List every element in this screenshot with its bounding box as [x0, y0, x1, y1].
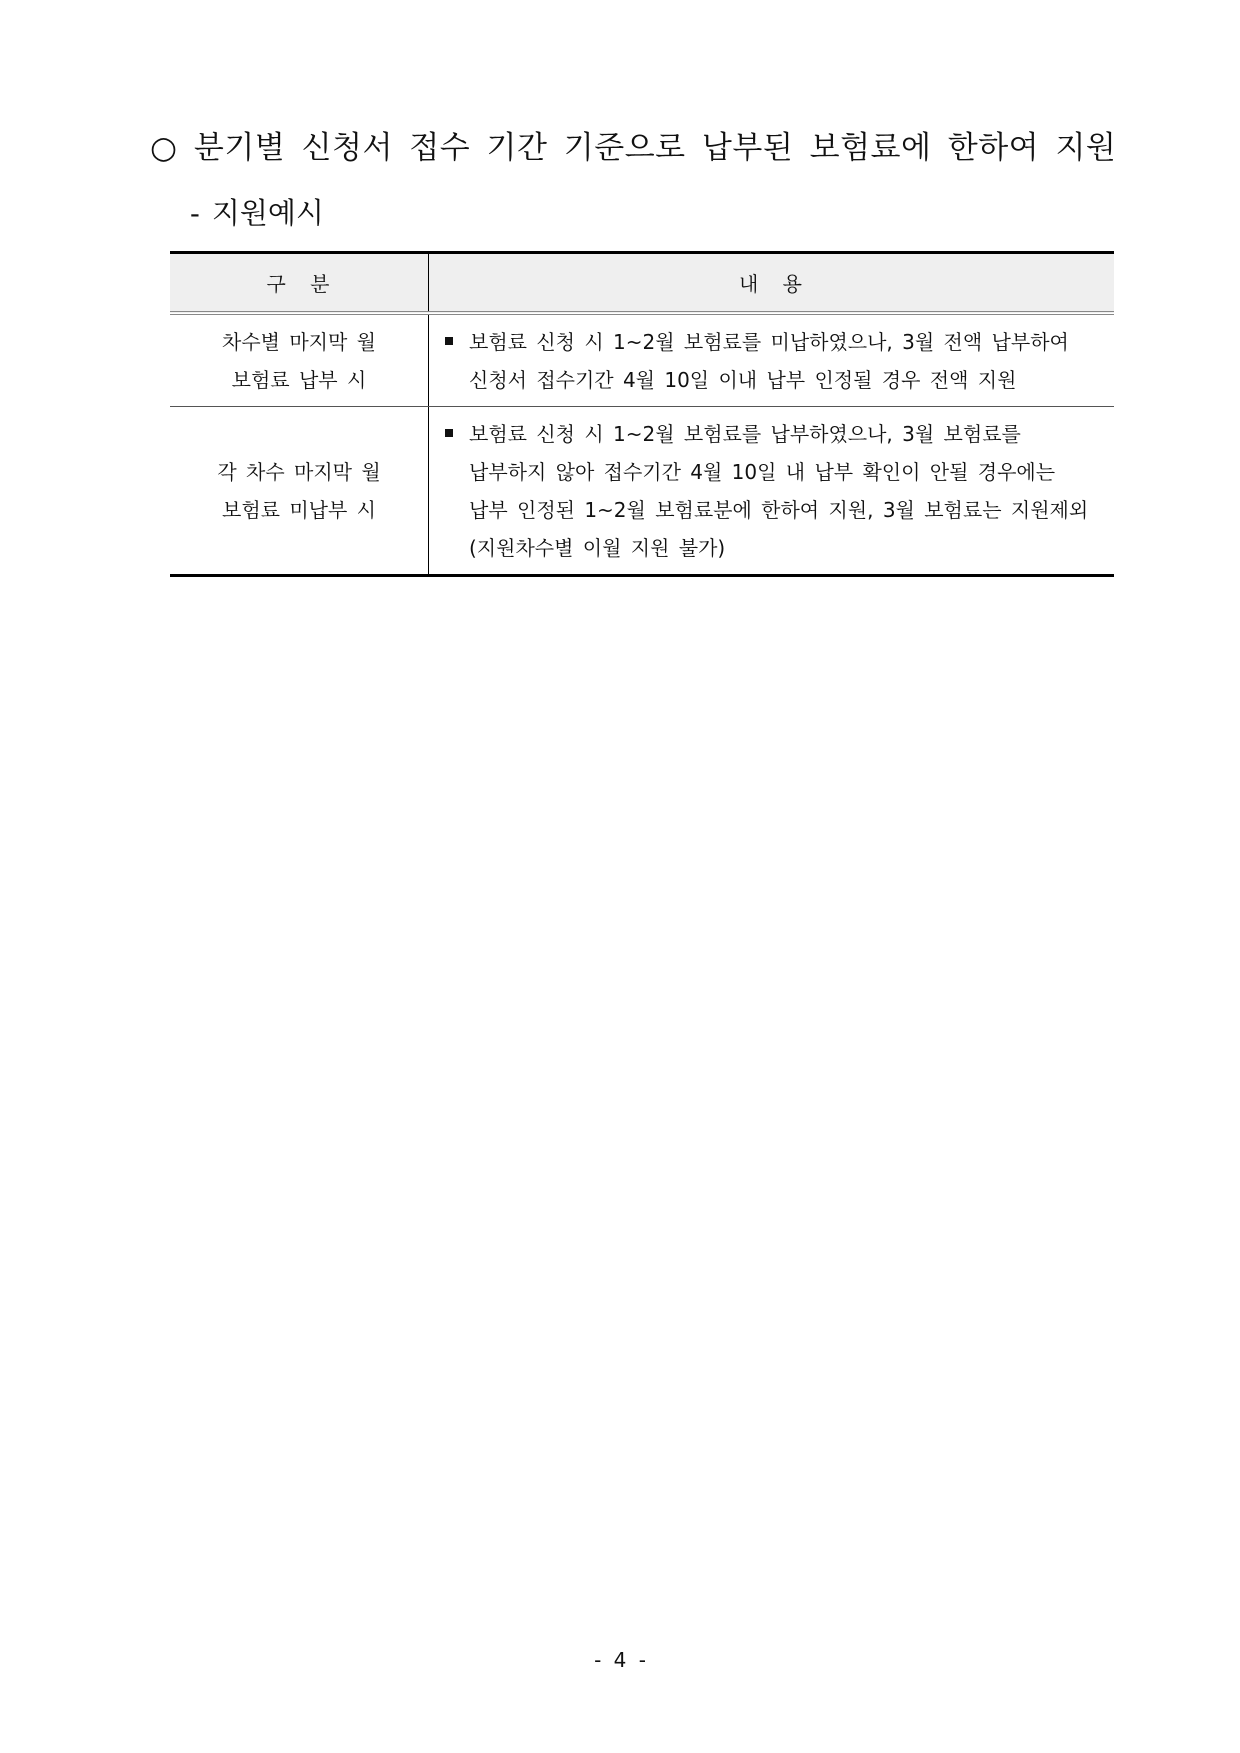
example-table — [170, 251, 1114, 577]
table-header-row — [170, 253, 1114, 314]
table-row — [170, 313, 1114, 407]
dash-marker: - — [190, 196, 200, 230]
content-line — [445, 323, 1104, 361]
sub-heading-text: 지원예시 — [211, 196, 324, 230]
category-line: 보험료 납부 시 — [231, 367, 367, 392]
row-content-cell — [429, 407, 1115, 576]
content-line — [445, 415, 1104, 453]
circle-marker-icon: ○ — [150, 130, 178, 166]
section-heading-text: 분기별 신청서 접수 기간 기준으로 납부된 보험료에 한하여 지원 — [193, 130, 1117, 166]
table-row — [170, 407, 1114, 576]
row-category-cell — [170, 407, 429, 576]
sub-heading — [190, 193, 324, 233]
category-line: 보험료 미납부 시 — [222, 497, 376, 522]
header-content: 내 용 — [429, 253, 1115, 314]
content-line: (지원차수별 이월 지원 불가) — [469, 535, 726, 560]
header-category: 구 분 — [170, 253, 429, 314]
section-heading — [150, 128, 1117, 168]
content-line: 납부 인정된 1~2월 보험료분에 한하여 지원, 3월 보험료는 지원제외 — [469, 497, 1089, 522]
square-bullet-icon — [445, 429, 453, 437]
content-text: 보험료 신청 시 1~2월 보험료를 납부하였으나, 3월 보험료를 — [469, 421, 1021, 446]
content-line: 신청서 접수기간 4월 10일 이내 납부 인정될 경우 전액 지원 — [469, 367, 1017, 392]
row-content-cell — [429, 313, 1115, 407]
content-text: 보험료 신청 시 1~2월 보험료를 미납하였으나, 3월 전액 납부하여 — [469, 329, 1069, 354]
square-bullet-icon — [445, 337, 453, 345]
category-line: 차수별 마지막 월 — [222, 329, 376, 354]
content-line: 납부하지 않아 접수기간 4월 10일 내 납부 확인이 안될 경우에는 — [469, 459, 1056, 484]
category-line: 각 차수 마지막 월 — [217, 459, 381, 484]
page-number: - 4 - — [594, 1648, 646, 1672]
row-category-cell — [170, 313, 429, 407]
